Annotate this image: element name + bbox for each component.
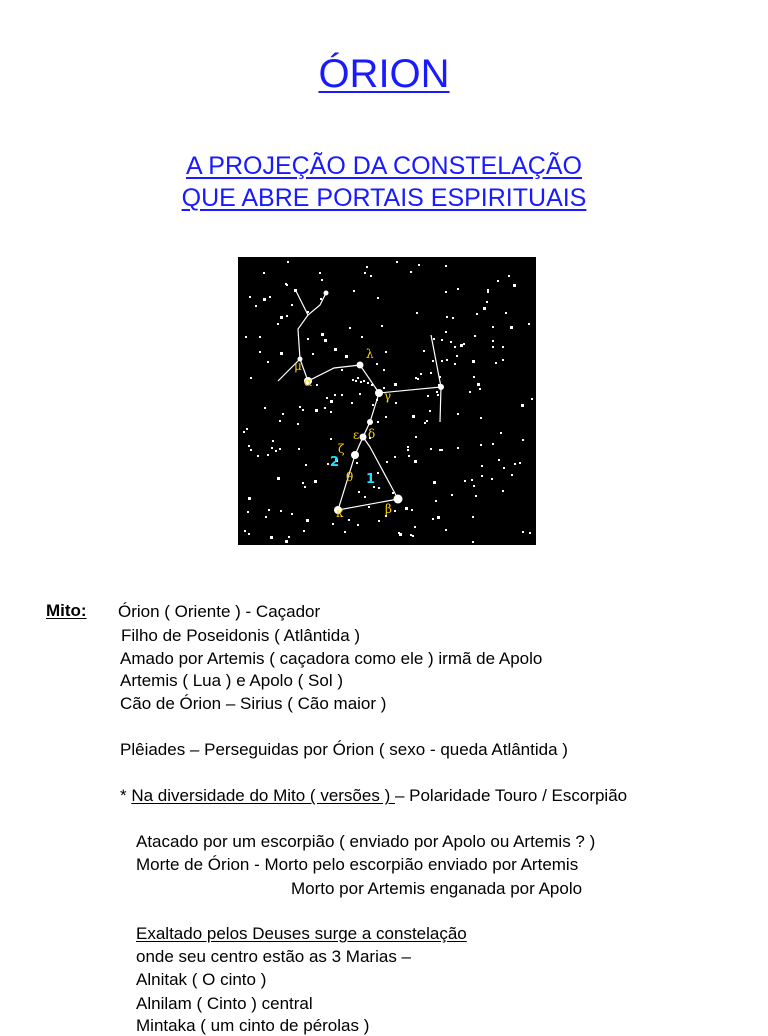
background-star bbox=[492, 326, 494, 328]
background-star bbox=[471, 479, 473, 481]
background-star bbox=[437, 394, 439, 396]
background-star bbox=[420, 373, 422, 375]
background-star bbox=[246, 428, 248, 430]
diversidade-line bbox=[120, 786, 627, 806]
background-star bbox=[302, 482, 304, 484]
background-star bbox=[372, 404, 374, 406]
background-star bbox=[250, 377, 252, 379]
background-star bbox=[257, 455, 259, 457]
background-star bbox=[277, 323, 279, 325]
background-star bbox=[474, 335, 476, 337]
text-line: Mintaka ( um cinto de pérolas ) bbox=[136, 1016, 370, 1035]
background-star bbox=[432, 360, 434, 362]
background-star bbox=[472, 541, 474, 543]
background-star bbox=[285, 283, 287, 285]
background-star bbox=[491, 478, 493, 480]
background-star bbox=[334, 394, 336, 396]
background-star bbox=[275, 450, 277, 452]
background-star bbox=[381, 325, 383, 327]
background-star bbox=[332, 523, 334, 525]
background-star bbox=[446, 316, 448, 318]
background-star bbox=[385, 351, 387, 353]
background-star bbox=[522, 439, 524, 441]
background-star bbox=[418, 264, 420, 266]
background-star bbox=[487, 289, 489, 291]
label-zeta: ζ bbox=[338, 442, 345, 456]
background-star bbox=[319, 272, 321, 274]
background-star bbox=[429, 410, 431, 412]
background-star bbox=[271, 447, 273, 449]
background-star bbox=[407, 449, 409, 451]
background-star bbox=[529, 532, 531, 534]
background-star bbox=[280, 510, 282, 512]
background-star bbox=[396, 261, 398, 263]
background-star bbox=[330, 411, 332, 413]
background-star bbox=[510, 326, 513, 329]
background-star bbox=[410, 534, 412, 536]
background-star bbox=[452, 317, 454, 319]
background-star bbox=[264, 407, 266, 409]
background-star bbox=[445, 529, 447, 531]
label-delta: δ bbox=[368, 427, 376, 441]
background-star bbox=[511, 474, 513, 476]
background-star bbox=[321, 333, 324, 336]
background-star bbox=[330, 438, 332, 440]
background-star bbox=[358, 491, 360, 493]
background-star bbox=[394, 383, 397, 386]
background-star bbox=[303, 530, 305, 532]
background-star bbox=[244, 530, 246, 532]
background-star bbox=[475, 495, 477, 497]
background-star bbox=[291, 304, 293, 306]
background-star bbox=[464, 480, 466, 482]
background-star bbox=[367, 382, 369, 384]
background-star bbox=[505, 312, 507, 314]
background-star bbox=[445, 265, 447, 267]
label-two: 2 bbox=[330, 455, 340, 470]
background-star bbox=[457, 447, 459, 449]
background-star bbox=[364, 272, 366, 274]
background-star bbox=[503, 467, 505, 469]
background-star bbox=[424, 422, 426, 424]
background-star bbox=[376, 363, 378, 365]
background-star bbox=[436, 391, 438, 393]
background-star bbox=[361, 336, 363, 338]
background-star bbox=[522, 531, 524, 533]
background-star bbox=[359, 393, 361, 395]
background-star bbox=[416, 312, 418, 314]
label-epsilon: ε bbox=[353, 428, 360, 442]
background-star bbox=[492, 443, 494, 445]
background-star bbox=[415, 377, 417, 379]
background-star bbox=[502, 346, 504, 348]
background-star bbox=[479, 388, 481, 390]
background-star bbox=[286, 315, 288, 317]
subtitle-line-2[interactable]: QUE ABRE PORTAIS ESPIRITUAIS bbox=[181, 184, 587, 212]
background-star bbox=[368, 506, 370, 508]
diversidade-suffix: – Polaridade Touro / Escorpião bbox=[394, 786, 628, 805]
background-star bbox=[430, 448, 432, 450]
background-star bbox=[410, 271, 412, 273]
background-star bbox=[279, 448, 281, 450]
background-star bbox=[249, 296, 251, 298]
background-star bbox=[321, 279, 323, 281]
background-star bbox=[248, 445, 250, 447]
background-star bbox=[450, 341, 452, 343]
background-star bbox=[472, 360, 475, 363]
label-theta: θ bbox=[346, 470, 354, 484]
background-star bbox=[341, 369, 343, 371]
text-line: Morte de Órion - Morto pelo escorpião enviado por Artemis bbox=[136, 855, 579, 874]
background-star bbox=[433, 481, 436, 484]
background-star bbox=[454, 363, 456, 365]
background-star bbox=[473, 376, 475, 378]
background-star bbox=[268, 509, 270, 511]
subtitle-line-1[interactable]: A PROJEÇÃO DA CONSTELAÇÃO bbox=[186, 152, 582, 180]
background-star bbox=[299, 406, 301, 408]
background-star bbox=[446, 359, 448, 361]
background-star bbox=[495, 362, 497, 364]
background-star bbox=[411, 509, 413, 511]
background-star bbox=[405, 507, 408, 510]
background-star bbox=[291, 513, 293, 515]
background-star bbox=[364, 496, 366, 498]
label-mu: μ bbox=[294, 359, 302, 373]
background-star bbox=[498, 459, 500, 461]
background-star bbox=[472, 516, 474, 518]
text-line: onde seu centro estão as 3 Marias – bbox=[136, 947, 411, 966]
background-star bbox=[408, 455, 410, 457]
asterisk: * bbox=[120, 786, 132, 805]
background-star bbox=[304, 486, 306, 488]
background-star bbox=[481, 465, 483, 467]
background-star bbox=[378, 520, 380, 522]
background-star bbox=[250, 449, 252, 451]
background-star bbox=[433, 338, 435, 340]
background-star bbox=[394, 456, 396, 458]
background-star bbox=[412, 535, 414, 537]
background-star bbox=[357, 377, 359, 379]
background-star bbox=[326, 397, 328, 399]
background-star bbox=[463, 343, 465, 345]
background-star bbox=[334, 348, 337, 351]
background-star bbox=[255, 305, 257, 307]
background-star bbox=[497, 280, 499, 282]
background-star bbox=[330, 400, 333, 403]
background-star bbox=[473, 485, 475, 487]
background-star bbox=[352, 379, 354, 381]
background-star bbox=[265, 516, 267, 518]
background-star bbox=[439, 449, 441, 451]
background-star bbox=[454, 346, 456, 348]
background-star bbox=[259, 336, 261, 338]
background-star bbox=[243, 431, 245, 433]
background-star bbox=[427, 395, 429, 397]
background-star bbox=[351, 402, 353, 404]
background-star bbox=[366, 266, 368, 268]
background-star bbox=[279, 420, 281, 422]
background-star bbox=[355, 380, 357, 382]
background-star bbox=[315, 480, 317, 482]
background-star bbox=[492, 346, 494, 348]
text-line: Morto por Artemis enganada por Apolo bbox=[291, 879, 583, 898]
background-star bbox=[514, 463, 516, 465]
background-star bbox=[320, 298, 322, 300]
background-star bbox=[316, 384, 318, 386]
background-star bbox=[312, 353, 314, 355]
background-star bbox=[394, 510, 396, 512]
background-star bbox=[263, 298, 266, 301]
background-star bbox=[287, 261, 289, 263]
background-star bbox=[441, 339, 443, 341]
background-star bbox=[298, 448, 300, 450]
text-line: Alnitak ( O cinto ) bbox=[136, 970, 267, 989]
background-star bbox=[377, 421, 379, 423]
background-star bbox=[357, 524, 359, 526]
background-star bbox=[457, 413, 459, 415]
background-star bbox=[521, 404, 524, 407]
background-star bbox=[441, 449, 443, 451]
background-star bbox=[407, 446, 409, 448]
background-star bbox=[282, 413, 284, 415]
background-star bbox=[377, 297, 379, 299]
background-star bbox=[327, 463, 329, 465]
background-star bbox=[345, 355, 348, 358]
background-star bbox=[363, 380, 365, 382]
background-star bbox=[417, 378, 419, 380]
background-star bbox=[259, 351, 261, 353]
label-alpha: α bbox=[304, 375, 313, 389]
background-star bbox=[360, 381, 362, 383]
background-star bbox=[500, 432, 502, 434]
background-star bbox=[502, 359, 504, 361]
background-star bbox=[531, 398, 533, 400]
background-star bbox=[353, 290, 355, 292]
background-star bbox=[426, 420, 428, 422]
background-star bbox=[456, 355, 458, 357]
background-star bbox=[344, 531, 346, 533]
background-star bbox=[445, 291, 447, 293]
background-star bbox=[483, 307, 486, 310]
background-star bbox=[247, 511, 249, 513]
background-star bbox=[395, 402, 397, 404]
label-beta: β bbox=[385, 502, 392, 516]
background-star bbox=[285, 540, 288, 543]
background-star bbox=[486, 301, 488, 303]
background-star bbox=[469, 391, 471, 393]
text-line: Cão de Órion – Sirius ( Cão maior ) bbox=[120, 694, 387, 713]
background-star bbox=[280, 352, 283, 355]
background-star bbox=[383, 369, 385, 371]
background-star bbox=[377, 472, 379, 474]
background-star bbox=[356, 462, 358, 464]
background-star bbox=[414, 526, 416, 528]
exaltado-heading: Exaltado pelos Deuses surge a constelação bbox=[136, 924, 467, 943]
background-star bbox=[476, 313, 478, 315]
background-star bbox=[460, 344, 463, 347]
background-star bbox=[307, 338, 309, 340]
background-star bbox=[248, 533, 250, 535]
background-star bbox=[305, 464, 307, 466]
background-star bbox=[502, 490, 504, 492]
background-star bbox=[315, 409, 318, 412]
background-star bbox=[435, 500, 437, 502]
background-star bbox=[423, 350, 425, 352]
background-star bbox=[245, 336, 247, 338]
background-star bbox=[248, 497, 251, 500]
background-star bbox=[519, 462, 521, 464]
background-star bbox=[269, 296, 271, 298]
background-star bbox=[341, 394, 343, 396]
mito-label: Mito: bbox=[46, 601, 87, 620]
text-line: Artemis ( Lua ) e Apolo ( Sol ) bbox=[120, 671, 343, 690]
background-star bbox=[306, 519, 309, 522]
background-star bbox=[414, 460, 417, 463]
background-star bbox=[398, 532, 400, 534]
text-line: Alnilam ( Cinto ) central bbox=[136, 994, 313, 1013]
background-star bbox=[385, 416, 387, 418]
background-star bbox=[528, 323, 530, 325]
diversidade-underlined: Na diversidade do Mito ( versões ) bbox=[131, 786, 395, 805]
text-line: Órion ( Oriente ) - Caçador bbox=[118, 602, 321, 621]
background-star bbox=[451, 494, 453, 496]
background-star bbox=[480, 444, 482, 446]
background-star bbox=[263, 272, 265, 274]
background-star bbox=[348, 519, 350, 521]
text-line: Atacado por um escorpião ( enviado por Apolo ou Artemis ? ) bbox=[136, 832, 596, 851]
background-star bbox=[513, 284, 516, 287]
label-gamma: γ bbox=[384, 389, 392, 403]
background-star bbox=[302, 409, 304, 411]
label-kappa: κ bbox=[336, 506, 344, 520]
background-star bbox=[445, 331, 447, 333]
background-star bbox=[378, 487, 380, 489]
background-star bbox=[392, 492, 394, 494]
orion-constellation-image bbox=[238, 257, 536, 545]
background-star bbox=[324, 407, 326, 409]
background-star bbox=[481, 475, 483, 477]
background-star bbox=[487, 291, 489, 293]
constellation-lines bbox=[278, 291, 441, 510]
background-star bbox=[386, 461, 388, 463]
background-star bbox=[508, 275, 510, 277]
background-star bbox=[324, 339, 327, 342]
star-map bbox=[238, 257, 536, 545]
background-star bbox=[415, 436, 417, 438]
label-lambda: λ bbox=[366, 347, 374, 361]
background-star bbox=[437, 516, 440, 519]
background-star bbox=[349, 327, 351, 329]
background-star bbox=[277, 477, 280, 480]
background-star bbox=[441, 360, 443, 362]
background-star bbox=[267, 454, 269, 456]
text-line: Filho de Poseidonis ( Atlântida ) bbox=[121, 626, 361, 645]
page-title[interactable]: ÓRION bbox=[318, 52, 450, 96]
background-star bbox=[280, 316, 283, 319]
text-line: Amado por Artemis ( caçadora como ele ) irmã de Apolo bbox=[120, 649, 543, 668]
background-star bbox=[430, 372, 432, 374]
background-star bbox=[412, 415, 415, 418]
background-star bbox=[492, 340, 494, 342]
background-star bbox=[270, 536, 273, 539]
background-star bbox=[267, 361, 269, 363]
background-star bbox=[457, 288, 459, 290]
background-star bbox=[370, 275, 372, 277]
background-star bbox=[480, 417, 482, 419]
background-star bbox=[297, 423, 299, 425]
background-star bbox=[288, 536, 290, 538]
background-star bbox=[432, 518, 434, 520]
label-one: 1 bbox=[366, 472, 376, 487]
text-line: Plêiades – Perseguidas por Órion ( sexo - queda Atlântida ) bbox=[120, 740, 568, 759]
background-star bbox=[272, 440, 274, 442]
background-star bbox=[477, 383, 480, 386]
